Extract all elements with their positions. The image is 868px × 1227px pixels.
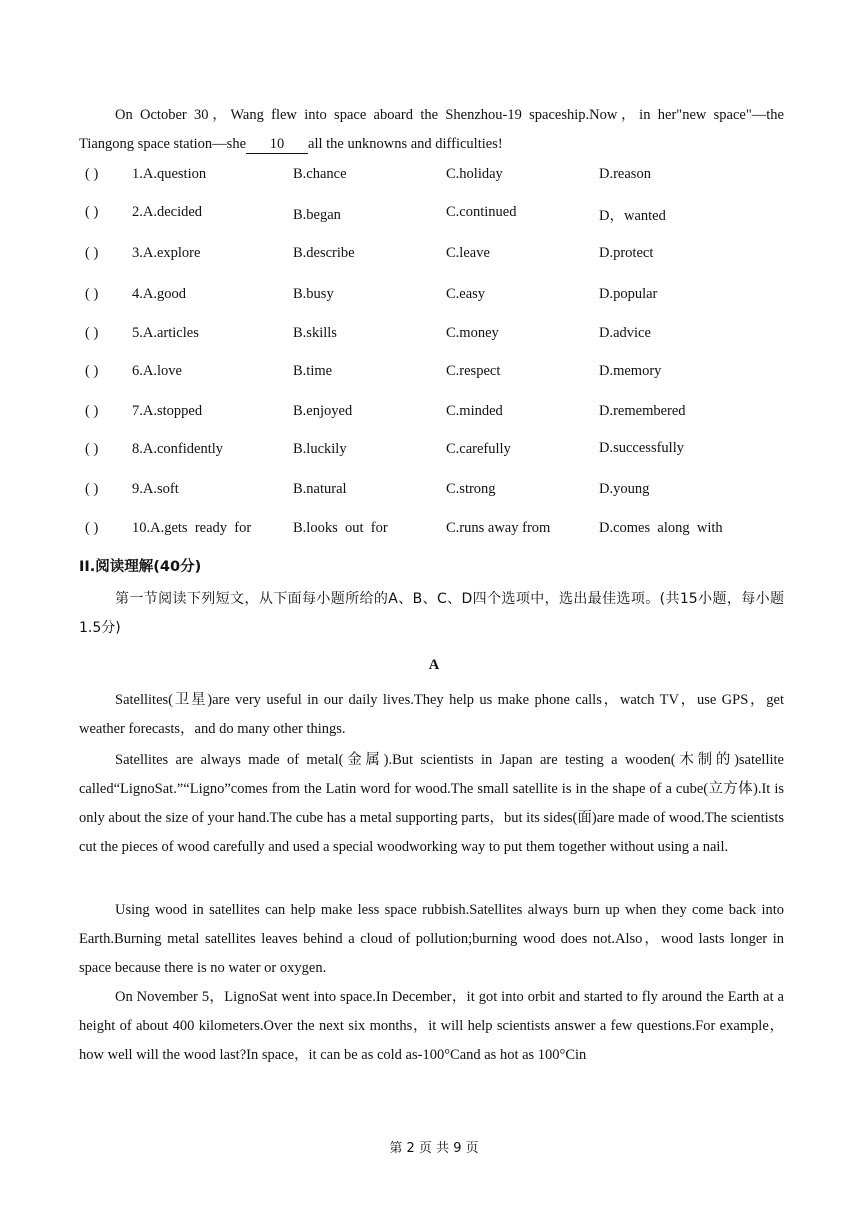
option-c: C.carefully — [446, 441, 511, 457]
question-row — [79, 325, 784, 345]
option-c: C.respect — [446, 363, 501, 379]
answer-paren: ( ) — [85, 204, 99, 220]
option-d: D，wanted — [599, 208, 666, 224]
question-row — [79, 204, 784, 224]
option-d: D.remembered — [599, 403, 686, 419]
option-d: D.successfully — [599, 440, 684, 456]
option-d: D.advice — [599, 325, 651, 341]
answer-paren: ( ) — [85, 166, 99, 182]
passage-paragraph: On November 5，LignoSat went into space.In December，it got into orbit and started to fly around the Earth at a height of about 400 kilometers.Over the next six months，it will help scientists answer a few questions.For example，how well will the wood last?In space，it can be as cold as-100°Cand as hot as 100°Cin — [79, 989, 784, 1063]
passage-letter: A — [428, 657, 440, 673]
option-a: 7.A.stopped — [132, 403, 203, 419]
option-d: D.reason — [599, 166, 651, 182]
option-c: C.money — [446, 325, 499, 341]
option-c: C.easy — [446, 286, 486, 302]
answer-paren: ( ) — [85, 286, 99, 302]
cloze-intro-text-b: all the unknowns and difficulties! — [308, 136, 503, 152]
option-c: C.leave — [446, 245, 490, 261]
option-a: 4.A.good — [132, 286, 186, 302]
option-c: C.runs away from — [446, 520, 551, 536]
option-b: B.looks out for — [293, 520, 388, 536]
answer-paren: ( ) — [85, 363, 99, 379]
answer-paren: ( ) — [85, 325, 99, 341]
option-b: B.chance — [293, 166, 347, 182]
cloze-intro-paragraph — [79, 101, 784, 159]
section-title: II.阅读理解(40分) — [79, 559, 202, 575]
option-a: 10.A.gets ready for — [132, 520, 252, 536]
question-row — [79, 166, 784, 186]
option-b: B.time — [293, 363, 333, 379]
option-a: 8.A.confidently — [132, 441, 224, 457]
option-a: 3.A.explore — [132, 245, 201, 261]
option-c: C.minded — [446, 403, 503, 419]
option-b: B.skills — [293, 325, 337, 341]
option-d: D.young — [599, 481, 650, 497]
answer-paren: ( ) — [85, 441, 99, 457]
option-d: D.memory — [599, 363, 662, 379]
option-b: B.luckily — [293, 441, 347, 457]
option-a: 9.A.soft — [132, 481, 179, 497]
answer-paren: ( ) — [85, 403, 99, 419]
option-b: B.describe — [293, 245, 355, 261]
question-row — [79, 286, 784, 306]
passage-paragraph: Satellites are always made of metal(金属).But scientists in Japan are testing a wooden(木制的)satellite called“LignoSat.”“Ligno”comes from the Latin word for wood.The small satellite is in the shape of a cube(立方体).It is only about the size of your hand.The cube has a metal supporting parts，but its sides(面)are made of wood.The scientists cut the pieces of wood carefully and used a special woodworking way to put them together without using a nail. — [79, 752, 784, 855]
question-row — [79, 441, 784, 461]
question-row — [79, 403, 784, 423]
question-row — [79, 520, 784, 540]
answer-paren: ( ) — [85, 520, 99, 536]
cloze-intro-text-a: On October 30，Wang flew into space aboard the Shenzhou-19 spaceship.Now，in her"new space"—the Tiangong space station—she — [79, 107, 784, 152]
option-a: 5.A.articles — [132, 325, 199, 341]
option-d: D.protect — [599, 245, 654, 261]
answer-paren: ( ) — [85, 481, 99, 497]
page-number: 第 2 页 共 9 页 — [389, 1141, 479, 1156]
option-b: B.began — [293, 207, 341, 223]
option-c: C.continued — [446, 204, 517, 220]
option-c: C.strong — [446, 481, 496, 497]
option-b: B.busy — [293, 286, 334, 302]
blank-10: 10 — [246, 135, 308, 154]
option-c: C.holiday — [446, 166, 503, 182]
passage-paragraph: Using wood in satellites can help make less space rubbish.Satellites always burn up when they come back into Earth.Burning metal satellites leaves behind a cloud of pollution;burning wood does not.Also，wood lasts longer in space because there is no water or oxygen. — [79, 902, 784, 976]
answer-paren: ( ) — [85, 245, 99, 261]
option-a: 1.A.question — [132, 166, 207, 182]
question-row — [79, 245, 784, 265]
option-d: D.popular — [599, 286, 658, 302]
question-row — [79, 363, 784, 383]
passage-paragraph: Satellites(卫星)are very useful in our daily lives.They help us make phone calls，watch TV，use GPS，get weather forecasts，and do many other things. — [79, 692, 784, 737]
reading-instructions: 第一节阅读下列短文，从下面每小题所给的A、B、C、D四个选项中，选出最佳选项。(共15小题，每小题1.5分) — [79, 591, 784, 636]
option-a: 6.A.love — [132, 363, 182, 379]
option-b: B.enjoyed — [293, 403, 353, 419]
option-a: 2.A.decided — [132, 204, 203, 220]
question-row — [79, 481, 784, 501]
option-d: D.comes along with — [599, 520, 723, 536]
option-b: B.natural — [293, 481, 347, 497]
